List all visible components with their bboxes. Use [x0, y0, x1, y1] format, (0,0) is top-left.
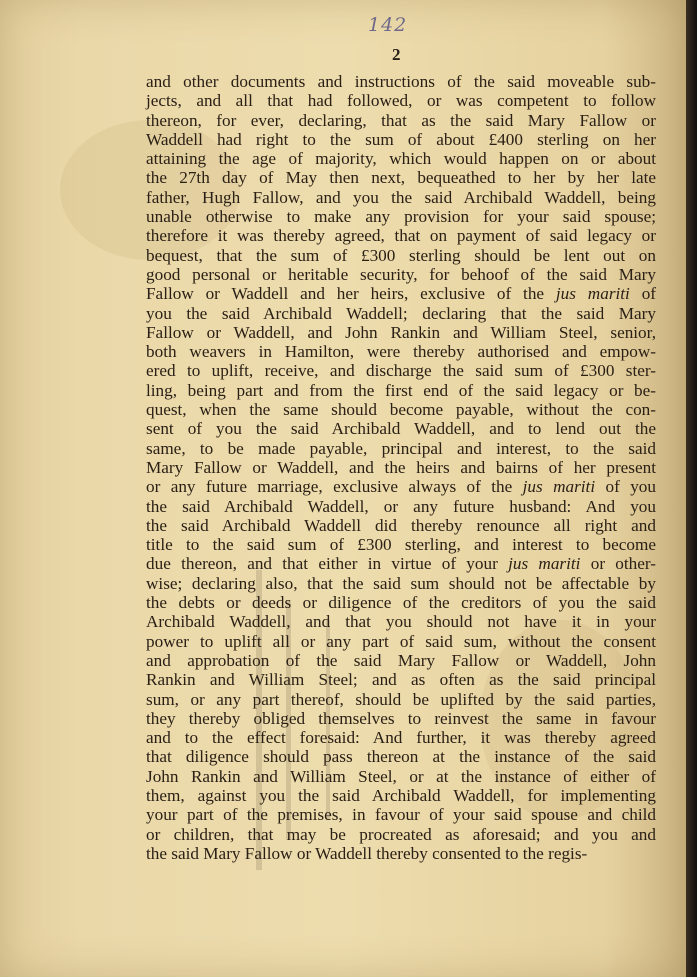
text-line: [146, 632, 656, 651]
text-line: [146, 419, 656, 438]
text-line: [146, 786, 656, 805]
text-line: [146, 477, 656, 496]
text-line: [146, 149, 656, 168]
italic-phrase: jus mariti: [522, 477, 596, 497]
text-segment: attaining the age of majority, which would happen on or about: [146, 149, 656, 169]
text-line: [146, 516, 656, 535]
text-segment: jects, and all that had followed, or was competent to follow: [146, 91, 656, 111]
text-line: [146, 690, 656, 709]
text-line: [146, 168, 656, 187]
text-segment: same, to be made payable, principal and interest, to the said: [146, 438, 656, 458]
text-line: [146, 825, 656, 844]
text-line: [146, 111, 656, 130]
text-segment: the 27th day of May then next, bequeathed to her by her late: [146, 168, 656, 188]
text-segment: and other documents and instructions of the said moveable sub-: [146, 72, 656, 91]
text-segment: due thereon, and that either in virtue of your: [146, 554, 509, 574]
text-line: [146, 361, 656, 380]
text-line: [146, 265, 656, 284]
text-segment: quest, when the same should become payable, without the con-: [146, 400, 656, 420]
page-number: 2: [392, 45, 401, 64]
text-segment: Mary Fallow or Waddell, and the heirs and bairns of her present: [146, 457, 656, 477]
handwritten-folio-number: 142: [368, 14, 408, 36]
text-line: [146, 612, 656, 631]
text-segment: Waddell had right to the sum of about £400 sterling on her: [146, 129, 656, 149]
text-segment: good personal or heritable security, for behoof of the said Mary: [146, 264, 656, 284]
text-line: [146, 767, 656, 786]
text-segment: power to uplift all or any part of said sum, without the consent: [146, 631, 656, 651]
text-segment: them, against you the said Archibald Waddell, for implementing: [146, 785, 656, 805]
text-segment: you the said Archibald Waddell; declaring that the said Mary: [146, 303, 656, 323]
text-line: [146, 458, 656, 477]
text-line: [146, 342, 656, 361]
text-segment: the said Archibald Waddell did thereby renounce all right and: [146, 515, 656, 535]
text-line: [146, 381, 656, 400]
text-segment: Archibald Waddell, and that you should not have it in your: [146, 612, 656, 632]
text-line: [146, 728, 656, 747]
text-line: [146, 207, 656, 226]
text-line: [146, 844, 656, 863]
text-line: [146, 709, 656, 728]
text-segment: the debts or deeds or diligence of the creditors of you the said: [146, 593, 656, 613]
text-line: [146, 574, 656, 593]
text-segment: John Rankin and William Steel, or at the instance of either of: [146, 766, 656, 786]
text-segment: ling, being part and from the first end of the said legacy or be-: [146, 380, 656, 400]
text-segment: that diligence should pass thereon at the instance of the said: [146, 747, 656, 767]
text-line: [146, 439, 656, 458]
text-segment: your part of the premises, in favour of your said spouse and child: [146, 805, 656, 825]
text-segment: or any future marriage, exclusive always of the: [146, 477, 523, 497]
text-segment: ered to uplift, receive, and discharge the said sum of £300 ster-: [146, 361, 656, 381]
text-segment: father, Hugh Fallow, and you the said Archibald Waddell, being: [146, 187, 656, 207]
body-text: [146, 72, 656, 863]
text-line: [146, 226, 656, 245]
italic-phrase: jus mariti: [508, 554, 581, 574]
text-line: [146, 130, 656, 149]
text-segment: unable otherwise to make any provision for your said spouse;: [146, 207, 656, 227]
text-line: [146, 91, 656, 110]
text-line: [146, 554, 656, 573]
text-segment: title to the said sum of £300 sterling, and interest to become: [146, 535, 656, 555]
text-line: [146, 284, 656, 303]
text-line: [146, 747, 656, 766]
text-segment: Rankin and William Steel; and as often as the said principal: [146, 670, 656, 690]
text-line: [146, 497, 656, 516]
text-segment: sent of you the said Archibald Waddell, and to lend out the: [146, 419, 656, 439]
scan-edge: [686, 0, 697, 977]
text-line: [146, 323, 656, 342]
text-line: [146, 805, 656, 824]
text-segment: and approbation of the said Mary Fallow or Waddell, John: [146, 650, 656, 670]
text-segment: Fallow or Waddell and her heirs, exclusive of the: [146, 284, 556, 304]
text-line: [146, 400, 656, 419]
text-segment: Fallow or Waddell, and John Rankin and William Steel, senior,: [146, 322, 656, 342]
text-line: [146, 593, 656, 612]
text-segment: therefore it was thereby agreed, that on payment of said legacy or: [146, 226, 656, 246]
text-line: [146, 188, 656, 207]
text-line: [146, 246, 656, 265]
text-segment: or other-: [580, 554, 657, 574]
text-line: [146, 72, 656, 91]
text-segment: or children, that may be procreated as aforesaid; and you and: [146, 824, 656, 844]
text-segment: they thereby obliged themselves to reinvest the same in favour: [146, 708, 656, 728]
text-segment: of: [629, 284, 657, 304]
text-segment: the said Mary Fallow or Waddell thereby consented to the regis-: [146, 843, 588, 863]
text-segment: the said Archibald Waddell, or any future husband: And you: [146, 496, 656, 516]
text-line: [146, 535, 656, 554]
text-segment: and to the effect foresaid: And further, it was thereby agreed: [146, 728, 656, 748]
text-segment: of you: [595, 477, 656, 497]
text-segment: thereon, for ever, declaring, that as the said Mary Fallow or: [146, 110, 656, 130]
text-segment: bequest, that the sum of £300 sterling should be lent out on: [146, 245, 656, 265]
text-line: [146, 651, 656, 670]
text-segment: sum, or any part thereof, should be uplifted by the said parties,: [146, 689, 656, 709]
italic-phrase: jus mariti: [555, 284, 630, 304]
text-segment: both weavers in Hamilton, were thereby authorised and empow-: [146, 342, 656, 362]
text-line: [146, 304, 656, 323]
text-line: [146, 670, 656, 689]
text-segment: wise; declaring also, that the said sum should not be affectable by: [146, 573, 656, 593]
